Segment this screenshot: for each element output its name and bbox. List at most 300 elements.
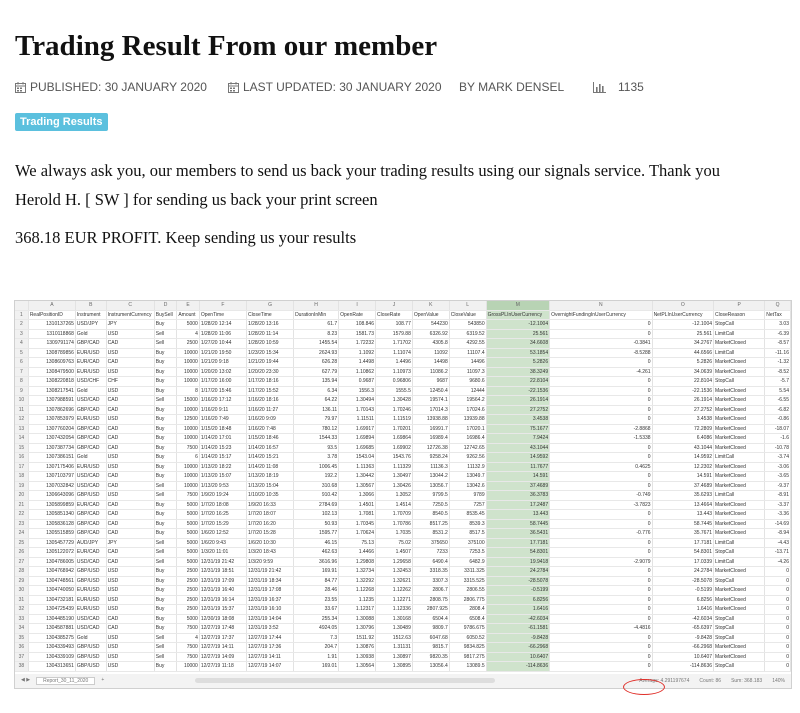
table-cell[interactable]: 13042.6	[449, 481, 486, 491]
table-cell[interactable]: Sell	[154, 339, 177, 349]
table-cell[interactable]: -1.6	[765, 434, 791, 444]
table-cell[interactable]: 1/14/20 11:08	[246, 462, 293, 472]
column-letter[interactable]: O	[652, 301, 713, 310]
table-cell[interactable]: 1304786005	[28, 557, 75, 567]
table-cell[interactable]: 75.13	[339, 538, 376, 548]
column-letter[interactable]: F	[199, 301, 246, 310]
table-cell[interactable]: 0	[550, 519, 652, 529]
table-cell[interactable]: -9.8428	[486, 633, 550, 643]
row-number[interactable]: 16	[15, 453, 28, 463]
table-cell[interactable]: 1/7/20 16:20	[246, 519, 293, 529]
table-cell[interactable]: 2500	[177, 605, 200, 615]
table-cell[interactable]: MarketClosed	[714, 472, 765, 482]
table-cell[interactable]: 5000	[177, 548, 200, 558]
table-cell[interactable]: 34.2767	[652, 339, 713, 349]
table-cell[interactable]: 4292.55	[449, 339, 486, 349]
table-cell[interactable]: GBP/CAD	[75, 434, 106, 444]
table-cell[interactable]: StopCall	[714, 548, 765, 558]
table-cell[interactable]: 3315.525	[449, 576, 486, 586]
table-cell[interactable]: -6.55	[765, 396, 791, 406]
table-cell[interactable]: USD	[106, 453, 154, 463]
table-cell[interactable]: 6482.9	[449, 557, 486, 567]
table-cell[interactable]: 3.4538	[652, 415, 713, 425]
table-cell[interactable]: 34.6608	[486, 339, 550, 349]
table-cell[interactable]: 0	[765, 614, 791, 624]
table-cell[interactable]: 8517.25	[412, 519, 449, 529]
table-cell[interactable]: 0	[550, 643, 652, 653]
header-cell[interactable]: RealPositionID	[28, 310, 75, 320]
table-cell[interactable]: 0	[765, 586, 791, 596]
table-cell[interactable]: 6.8256	[652, 595, 713, 605]
table-cell[interactable]: -9.8428	[652, 633, 713, 643]
table-cell[interactable]: StopCall	[714, 614, 765, 624]
table-cell[interactable]: 0	[550, 481, 652, 491]
table-cell[interactable]: 1307032842	[28, 481, 75, 491]
table-cell[interactable]: 1.7081	[339, 510, 376, 520]
table-cell[interactable]: 1304339109	[28, 652, 75, 662]
header-cell[interactable]: OpenTime	[199, 310, 246, 320]
table-cell[interactable]: 1.12271	[376, 595, 413, 605]
table-cell[interactable]: USD	[106, 415, 154, 425]
table-cell[interactable]: CAD	[106, 548, 154, 558]
table-cell[interactable]: 1.12262	[376, 586, 413, 596]
table-cell[interactable]: 310.68	[294, 481, 339, 491]
table-cell[interactable]: 1308479500	[28, 367, 75, 377]
table-cell[interactable]: 0	[765, 624, 791, 634]
row-number[interactable]: 24	[15, 529, 28, 539]
table-cell[interactable]: 9262.56	[449, 453, 486, 463]
table-cell[interactable]: USD/JPY	[75, 320, 106, 330]
table-cell[interactable]: Buy	[154, 348, 177, 358]
table-cell[interactable]: 1.4507	[376, 548, 413, 558]
table-cell[interactable]: 9817.275	[449, 652, 486, 662]
table-cell[interactable]: 1.6416	[486, 605, 550, 615]
table-cell[interactable]: Sell	[154, 643, 177, 653]
row-number[interactable]: 27	[15, 557, 28, 567]
table-cell[interactable]: 1/14/20 15:21	[246, 453, 293, 463]
table-cell[interactable]: 1/21/20 9:18	[199, 358, 246, 368]
table-cell[interactable]: Buy	[154, 519, 177, 529]
table-cell[interactable]: 7.9424	[486, 434, 550, 444]
table-cell[interactable]: 1/9/20 16:33	[246, 500, 293, 510]
table-cell[interactable]: -42.6034	[652, 614, 713, 624]
table-cell[interactable]: CAD	[106, 443, 154, 453]
table-cell[interactable]: 1/16/20 9:09	[246, 415, 293, 425]
table-cell[interactable]: 1304748561	[28, 576, 75, 586]
table-cell[interactable]: MarketClosed	[714, 595, 765, 605]
table-cell[interactable]: 1543.04	[339, 453, 376, 463]
table-cell[interactable]: StopCall	[714, 662, 765, 672]
table-cell[interactable]: 61.7	[294, 320, 339, 330]
table-cell[interactable]: 1305851340	[28, 510, 75, 520]
table-cell[interactable]: -0.3841	[550, 339, 652, 349]
table-cell[interactable]: Sell	[154, 329, 177, 339]
table-cell[interactable]: Buy	[154, 529, 177, 539]
table-cell[interactable]: 72.2809	[652, 424, 713, 434]
table-cell[interactable]: 5000	[177, 320, 200, 330]
table-cell[interactable]: USD	[106, 329, 154, 339]
table-cell[interactable]: 58.7445	[652, 519, 713, 529]
table-cell[interactable]: 1.32734	[339, 567, 376, 577]
table-cell[interactable]: -22.1536	[652, 386, 713, 396]
table-cell[interactable]: 1.30426	[376, 481, 413, 491]
table-cell[interactable]: MarketClosed	[714, 605, 765, 615]
table-cell[interactable]: USD	[106, 652, 154, 662]
table-cell[interactable]: MarketClosed	[714, 510, 765, 520]
table-cell[interactable]: 1304740050	[28, 586, 75, 596]
table-cell[interactable]: 13939.88	[449, 415, 486, 425]
table-cell[interactable]: 23.55	[294, 595, 339, 605]
table-cell[interactable]: 13.443	[652, 510, 713, 520]
row-number[interactable]: 5	[15, 348, 28, 358]
table-cell[interactable]: 1/14/20 16:57	[246, 443, 293, 453]
table-cell[interactable]: -0.5199	[652, 586, 713, 596]
table-cell[interactable]: 1308220818	[28, 377, 75, 387]
table-cell[interactable]: 13049.7	[449, 472, 486, 482]
table-cell[interactable]: 10.6407	[652, 652, 713, 662]
table-cell[interactable]: 27.2752	[486, 405, 550, 415]
table-cell[interactable]: 1.32621	[376, 576, 413, 586]
table-cell[interactable]: 544230	[412, 320, 449, 330]
table-cell[interactable]: 1.4498	[339, 358, 376, 368]
table-cell[interactable]: USD/CHF	[75, 377, 106, 387]
table-cell[interactable]: 0	[550, 415, 652, 425]
table-cell[interactable]: CAD	[106, 624, 154, 634]
table-cell[interactable]: 4	[177, 329, 200, 339]
column-letter[interactable]: E	[177, 301, 200, 310]
table-cell[interactable]: AUD/JPY	[75, 538, 106, 548]
table-cell[interactable]: 0.9687	[339, 377, 376, 387]
table-cell[interactable]: 1.30497	[376, 472, 413, 482]
table-cell[interactable]: 12/31/19 17:09	[199, 576, 246, 586]
table-cell[interactable]: Buy	[154, 614, 177, 624]
table-cell[interactable]: 204.7	[294, 643, 339, 653]
table-cell[interactable]: CAD	[106, 405, 154, 415]
table-cell[interactable]: 10000	[177, 434, 200, 444]
table-cell[interactable]: MarketClosed	[714, 443, 765, 453]
table-cell[interactable]: 6	[177, 453, 200, 463]
header-cell[interactable]: DurationInMin	[294, 310, 339, 320]
table-cell[interactable]: 12742.65	[449, 443, 486, 453]
table-cell[interactable]: 12/27/19 14:09	[199, 652, 246, 662]
header-cell[interactable]: CloseRate	[376, 310, 413, 320]
table-cell[interactable]: MarketClosed	[714, 481, 765, 491]
row-number[interactable]: 4	[15, 339, 28, 349]
row-number[interactable]: 30	[15, 586, 28, 596]
table-cell[interactable]: -10.78	[765, 443, 791, 453]
table-cell[interactable]: Buy	[154, 567, 177, 577]
table-cell[interactable]: 58.7445	[486, 519, 550, 529]
table-cell[interactable]: 24.2784	[652, 567, 713, 577]
table-cell[interactable]: 5000	[177, 614, 200, 624]
table-cell[interactable]: 1305899859	[28, 500, 75, 510]
table-cell[interactable]: 9815.7	[412, 643, 449, 653]
table-cell[interactable]: Sell	[154, 633, 177, 643]
table-cell[interactable]: 1308789856	[28, 348, 75, 358]
table-cell[interactable]: LimitCall	[714, 348, 765, 358]
table-cell[interactable]: -22.1536	[486, 386, 550, 396]
table-cell[interactable]: 6.34	[294, 386, 339, 396]
table-cell[interactable]: 1307387734	[28, 443, 75, 453]
table-cell[interactable]: 375650	[412, 538, 449, 548]
table-cell[interactable]: Sell	[154, 548, 177, 558]
table-cell[interactable]: 108.77	[376, 320, 413, 330]
table-cell[interactable]: 1.4496	[376, 358, 413, 368]
table-cell[interactable]: 1.70345	[339, 519, 376, 529]
table-cell[interactable]: 1304725439	[28, 605, 75, 615]
table-cell[interactable]: GBP/USD	[75, 567, 106, 577]
table-cell[interactable]: 1/28/20 12:14	[199, 320, 246, 330]
table-cell[interactable]: 1310118868	[28, 329, 75, 339]
table-cell[interactable]: MarketClosed	[714, 500, 765, 510]
row-number[interactable]: 18	[15, 472, 28, 482]
table-cell[interactable]: 25.561	[486, 329, 550, 339]
row-number[interactable]: 38	[15, 662, 28, 672]
table-cell[interactable]: 12/27/19 14:07	[246, 662, 293, 672]
table-cell[interactable]: MarketClosed	[714, 462, 765, 472]
table-cell[interactable]: 3.78	[294, 453, 339, 463]
column-letter[interactable]: I	[339, 301, 376, 310]
header-cell[interactable]: OvernightFundingInUserCurrency	[550, 310, 652, 320]
table-cell[interactable]: 1.70624	[339, 529, 376, 539]
table-cell[interactable]: 2808.4	[449, 605, 486, 615]
table-cell[interactable]: 0	[550, 652, 652, 662]
row-number[interactable]: 12	[15, 415, 28, 425]
row-number[interactable]: 1	[15, 310, 28, 320]
table-cell[interactable]: 1/21/20 19:50	[199, 348, 246, 358]
table-cell[interactable]: -14.69	[765, 519, 791, 529]
table-cell[interactable]: 1310137265	[28, 320, 75, 330]
table-cell[interactable]: CAD	[106, 510, 154, 520]
table-cell[interactable]: Buy	[154, 510, 177, 520]
table-cell[interactable]: 6.4086	[652, 434, 713, 444]
table-cell[interactable]: CAD	[106, 396, 154, 406]
table-cell[interactable]: 0	[550, 538, 652, 548]
table-cell[interactable]: -8.52	[765, 367, 791, 377]
table-cell[interactable]: 1.30876	[339, 643, 376, 653]
table-cell[interactable]: 1/7/20 15:28	[246, 529, 293, 539]
table-cell[interactable]: -1.32	[765, 358, 791, 368]
table-cell[interactable]: 25.561	[652, 329, 713, 339]
category-tag[interactable]: Trading Results	[15, 113, 108, 131]
table-cell[interactable]: 64.22	[294, 396, 339, 406]
table-cell[interactable]: StopCall	[714, 624, 765, 634]
table-cell[interactable]: 1.32292	[339, 576, 376, 586]
table-cell[interactable]: 4	[177, 633, 200, 643]
table-cell[interactable]: 626.28	[294, 358, 339, 368]
table-cell[interactable]: 1.72232	[339, 339, 376, 349]
table-cell[interactable]: CAD	[106, 529, 154, 539]
table-cell[interactable]: Buy	[154, 377, 177, 387]
table-cell[interactable]: 10000	[177, 472, 200, 482]
row-number[interactable]: 29	[15, 576, 28, 586]
table-cell[interactable]: 12/27/19 14:11	[199, 643, 246, 653]
table-cell[interactable]: 0	[550, 443, 652, 453]
table-cell[interactable]: 17.7181	[486, 538, 550, 548]
table-cell[interactable]: 11.7677	[486, 462, 550, 472]
table-cell[interactable]: Buy	[154, 462, 177, 472]
table-cell[interactable]: -114.8636	[652, 662, 713, 672]
column-letter[interactable]: G	[246, 301, 293, 310]
table-cell[interactable]: 1305457729	[28, 538, 75, 548]
table-cell[interactable]: CAD	[106, 614, 154, 624]
table-cell[interactable]: 1595.77	[294, 529, 339, 539]
table-cell[interactable]: 0	[550, 358, 652, 368]
table-cell[interactable]: 8539.3	[449, 519, 486, 529]
table-cell[interactable]: 1.69894	[339, 434, 376, 444]
table-cell[interactable]: 1/6/20 12:52	[199, 529, 246, 539]
table-cell[interactable]: 26.1914	[652, 396, 713, 406]
table-cell[interactable]: 1.71702	[376, 339, 413, 349]
table-cell[interactable]: 5.2826	[652, 358, 713, 368]
table-cell[interactable]: 2500	[177, 576, 200, 586]
table-cell[interactable]: 1.69864	[376, 434, 413, 444]
table-cell[interactable]: MarketClosed	[714, 405, 765, 415]
table-cell[interactable]: -1.5338	[550, 434, 652, 444]
table-cell[interactable]: 10.6407	[486, 652, 550, 662]
table-cell[interactable]: MarketClosed	[714, 586, 765, 596]
table-cell[interactable]: 54.8301	[652, 548, 713, 558]
table-cell[interactable]: 1.69902	[376, 443, 413, 453]
table-cell[interactable]: 1.1092	[339, 348, 376, 358]
table-cell[interactable]: 9789	[449, 491, 486, 501]
table-cell[interactable]: MarketClosed	[714, 567, 765, 577]
table-cell[interactable]: 3.4538	[486, 415, 550, 425]
table-cell[interactable]: -0.776	[550, 529, 652, 539]
table-cell[interactable]: 2808.75	[412, 595, 449, 605]
table-cell[interactable]: MarketClosed	[714, 424, 765, 434]
table-cell[interactable]: 1308217541	[28, 386, 75, 396]
table-cell[interactable]: 1/16/20 7:49	[199, 415, 246, 425]
table-cell[interactable]: Gold	[75, 453, 106, 463]
table-cell[interactable]: 12/31/19 16:10	[246, 605, 293, 615]
table-cell[interactable]: GBP/CAD	[75, 405, 106, 415]
table-cell[interactable]: 1.3066	[339, 491, 376, 501]
table-cell[interactable]: -12.1004	[652, 320, 713, 330]
table-cell[interactable]: GBP/CAD	[75, 424, 106, 434]
header-cell[interactable]: CloseTime	[246, 310, 293, 320]
header-cell[interactable]: InstrumentCurrency	[106, 310, 154, 320]
table-cell[interactable]: 10000	[177, 405, 200, 415]
table-cell[interactable]: 0.96806	[376, 377, 413, 387]
table-cell[interactable]: 1304732181	[28, 595, 75, 605]
table-cell[interactable]: 108.846	[339, 320, 376, 330]
table-cell[interactable]: 13.4664	[652, 500, 713, 510]
column-letter[interactable]: C	[106, 301, 154, 310]
table-cell[interactable]: 0	[550, 377, 652, 387]
table-cell[interactable]: 1306643096	[28, 491, 75, 501]
table-cell[interactable]: 1556.3	[339, 386, 376, 396]
row-number[interactable]: 33	[15, 614, 28, 624]
table-cell[interactable]: Buy	[154, 386, 177, 396]
table-cell[interactable]: 1/23/20 15:34	[246, 348, 293, 358]
table-cell[interactable]: LimitCall	[714, 557, 765, 567]
table-cell[interactable]: 28.46	[294, 586, 339, 596]
row-number[interactable]: 14	[15, 434, 28, 444]
table-cell[interactable]: 7500	[177, 643, 200, 653]
table-cell[interactable]: 1.30442	[339, 472, 376, 482]
table-cell[interactable]: Sell	[154, 396, 177, 406]
table-cell[interactable]: 1307862696	[28, 405, 75, 415]
table-cell[interactable]: MarketClosed	[714, 529, 765, 539]
table-cell[interactable]: 1/16/20 17:12	[199, 396, 246, 406]
row-number[interactable]: 36	[15, 643, 28, 653]
table-cell[interactable]: Buy	[154, 443, 177, 453]
table-cell[interactable]: 10000	[177, 367, 200, 377]
row-number[interactable]: 20	[15, 491, 28, 501]
table-cell[interactable]: MarketClosed	[714, 339, 765, 349]
table-cell[interactable]: 7257	[449, 500, 486, 510]
table-cell[interactable]: 2624.93	[294, 348, 339, 358]
table-cell[interactable]: 16986.4	[449, 434, 486, 444]
table-cell[interactable]: 12/31/19 16:37	[246, 595, 293, 605]
table-cell[interactable]: 8535.45	[449, 510, 486, 520]
table-cell[interactable]: 16991.7	[412, 424, 449, 434]
table-cell[interactable]: -2.9079	[550, 557, 652, 567]
table-cell[interactable]: 17.2487	[486, 500, 550, 510]
table-cell[interactable]: Sell	[154, 481, 177, 491]
header-cell[interactable]: NetPLInUserCurrency	[652, 310, 713, 320]
table-cell[interactable]: 1.29658	[376, 557, 413, 567]
table-cell[interactable]: MarketClosed	[714, 396, 765, 406]
table-cell[interactable]: 0	[550, 386, 652, 396]
table-cell[interactable]: 14496	[449, 358, 486, 368]
table-cell[interactable]: 7500	[177, 624, 200, 634]
row-number[interactable]: 8	[15, 377, 28, 387]
table-cell[interactable]: Buy	[154, 586, 177, 596]
header-cell[interactable]: GrossPLInUserCurrency	[486, 310, 550, 320]
table-cell[interactable]: 1.30567	[339, 481, 376, 491]
table-cell[interactable]: -4.4816	[550, 624, 652, 634]
table-cell[interactable]: 627.79	[294, 367, 339, 377]
table-cell[interactable]: -12.1004	[486, 320, 550, 330]
table-cell[interactable]: 14.591	[652, 472, 713, 482]
table-cell[interactable]: CAD	[106, 500, 154, 510]
table-cell[interactable]: USD	[106, 576, 154, 586]
row-number[interactable]: 2	[15, 320, 28, 330]
table-cell[interactable]: 1/13/20 15:04	[246, 481, 293, 491]
table-cell[interactable]: 2784.69	[294, 500, 339, 510]
row-number[interactable]: 10	[15, 396, 28, 406]
table-cell[interactable]: 1307175406	[28, 462, 75, 472]
table-cell[interactable]: 1304313651	[28, 662, 75, 672]
table-cell[interactable]: 12/31/19 17:08	[246, 586, 293, 596]
table-cell[interactable]: 10000	[177, 377, 200, 387]
table-cell[interactable]: Buy	[154, 662, 177, 672]
table-cell[interactable]: 1.11519	[376, 415, 413, 425]
table-cell[interactable]: 3311.325	[449, 567, 486, 577]
table-cell[interactable]: Gold	[75, 633, 106, 643]
table-cell[interactable]: 2500	[177, 595, 200, 605]
table-cell[interactable]: 79.97	[294, 415, 339, 425]
table-cell[interactable]: GBP/USD	[75, 491, 106, 501]
table-cell[interactable]: EUR/USD	[75, 348, 106, 358]
table-cell[interactable]: -8.94	[765, 529, 791, 539]
table-cell[interactable]: 1.12268	[339, 586, 376, 596]
table-cell[interactable]: 5000	[177, 500, 200, 510]
horizontal-scrollbar[interactable]	[195, 678, 495, 683]
table-cell[interactable]: 1/20/20 13:02	[199, 367, 246, 377]
table-cell[interactable]: GBP/CAD	[75, 529, 106, 539]
table-cell[interactable]: 1.69917	[339, 424, 376, 434]
table-cell[interactable]: 1.11074	[376, 348, 413, 358]
column-letter[interactable]	[15, 301, 28, 310]
table-cell[interactable]: 7500	[177, 491, 200, 501]
table-cell[interactable]: 0	[550, 510, 652, 520]
table-cell[interactable]: 1304385275	[28, 633, 75, 643]
table-cell[interactable]: 1.91	[294, 652, 339, 662]
table-cell[interactable]: 3.03	[765, 320, 791, 330]
